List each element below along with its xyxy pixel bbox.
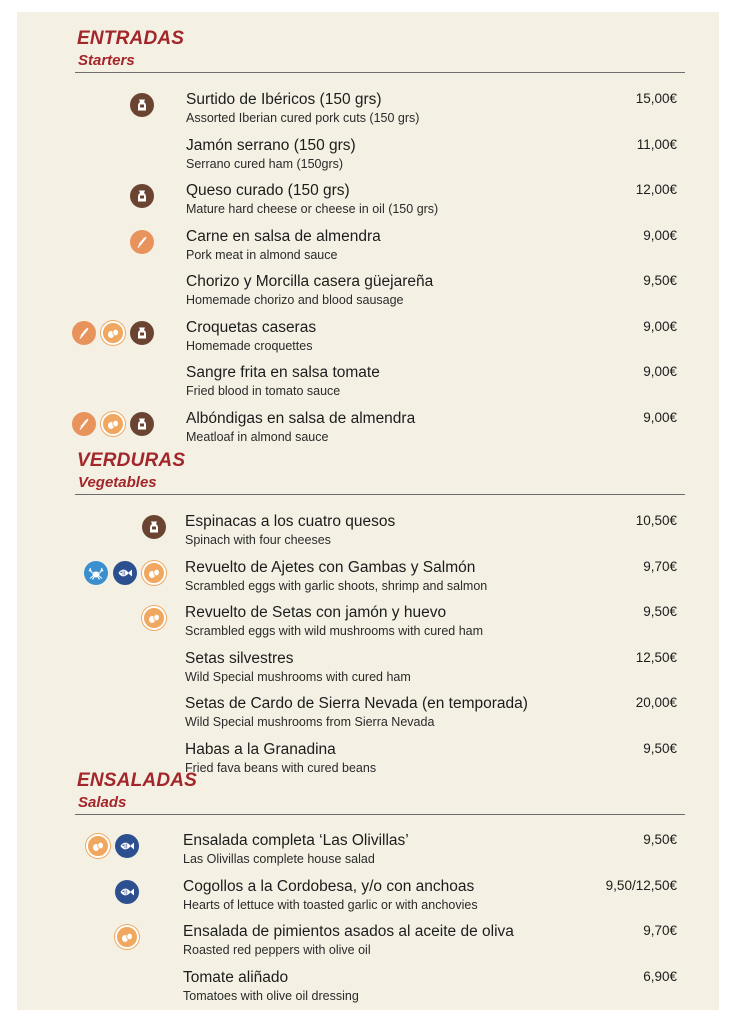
item-name: Tomate aliñado — [183, 968, 289, 986]
item-price: 12,50€ — [635, 649, 677, 665]
item-price: 9,70€ — [643, 923, 677, 938]
item-description: Meatloaf in almond sauce — [186, 429, 329, 444]
item-description: Hearts of lettuce with toasted garlic or with anchovies — [183, 897, 478, 912]
menu-item — [17, 604, 719, 646]
section-title: VERDURAS — [77, 450, 186, 471]
dairy-icon — [130, 412, 154, 436]
item-description: Scrambled eggs with garlic shoots, shrimp and salmon — [185, 578, 488, 593]
item-price: 9,50€ — [643, 832, 677, 847]
item-name: Albóndigas en salsa de almendra — [186, 409, 416, 427]
item-name: Setas silvestres — [185, 649, 294, 667]
item-price: 9,50€ — [643, 273, 677, 288]
item-description: Homemade chorizo and blood sausage — [186, 293, 404, 307]
item-price: 6,90€ — [643, 968, 677, 984]
egg-icon — [101, 412, 125, 436]
menu-item — [17, 410, 719, 452]
section-title: ENTRADAS — [77, 28, 185, 49]
item-description: Wild Special mushrooms from Sierra Nevada — [185, 715, 435, 729]
item-price: 9,00€ — [643, 364, 677, 379]
item-name: Setas de Cardo de Sierra Nevada (en temporada) — [185, 695, 528, 712]
menu-item — [17, 650, 719, 692]
menu-item — [17, 878, 719, 920]
item-name: Carne en salsa de almendra — [186, 227, 381, 245]
crustacean-icon — [84, 561, 108, 585]
item-description: Tomatoes with olive oil dressing — [183, 988, 359, 1003]
item-name: Jamón serrano (150 grs) — [186, 136, 356, 154]
section-subtitle: Starters — [78, 52, 135, 69]
item-name: Croquetas caseras — [186, 318, 317, 336]
item-price: 9,00€ — [643, 318, 677, 334]
item-price: 9,50/12,50€ — [605, 877, 677, 893]
allergen-icons — [130, 184, 154, 210]
item-description: Las Olivillas complete house salad — [183, 852, 375, 866]
item-price: 10,50€ — [635, 513, 677, 528]
dairy-icon — [142, 515, 166, 539]
item-name: Queso curado (150 grs) — [186, 182, 350, 199]
section-divider — [75, 72, 685, 73]
allergen-icons — [84, 561, 166, 587]
item-name: Cogollos a la Cordobesa, y/o con anchoas — [183, 877, 475, 895]
menu-item — [17, 364, 719, 406]
allergen-icons — [115, 925, 139, 951]
egg-icon — [142, 561, 166, 585]
dairy-icon — [130, 93, 154, 117]
gluten-icon — [72, 412, 96, 436]
menu-item — [17, 969, 719, 1011]
item-name: Surtido de Ibéricos (150 grs) — [186, 91, 382, 108]
item-description: Assorted Iberian cured pork cuts (150 grs) — [186, 111, 420, 125]
item-price: 9,50€ — [643, 740, 677, 756]
menu-item — [17, 559, 719, 601]
menu-item — [17, 91, 719, 133]
allergen-icons — [142, 515, 166, 541]
item-description: Fried fava beans with cured beans — [185, 760, 377, 775]
menu-item — [17, 832, 719, 874]
item-name: Habas a la Granadina — [185, 740, 336, 758]
menu-item — [17, 319, 719, 361]
gluten-icon — [72, 321, 96, 345]
item-name: Sangre frita en salsa tomate — [186, 364, 380, 381]
dairy-icon — [130, 321, 154, 345]
section-divider — [75, 494, 685, 495]
menu-item — [17, 513, 719, 555]
menu-item — [17, 273, 719, 315]
egg-icon — [86, 834, 110, 858]
fish-icon — [115, 880, 139, 904]
item-description: Roasted red peppers with olive oil — [183, 943, 371, 957]
item-name: Revuelto de Ajetes con Gambas y Salmón — [185, 558, 476, 576]
egg-icon — [115, 925, 139, 949]
item-price: 9,00€ — [643, 227, 677, 243]
gluten-icon — [130, 230, 154, 254]
section-subtitle: Salads — [78, 794, 127, 811]
allergen-icons — [72, 412, 154, 438]
egg-icon — [101, 321, 125, 345]
allergen-icons — [130, 230, 154, 256]
item-name: Ensalada de pimientos asados al aceite de oliva — [183, 923, 514, 940]
item-price: 9,50€ — [643, 604, 677, 619]
menu-item — [17, 228, 719, 270]
allergen-icons — [86, 834, 139, 860]
item-price: 20,00€ — [635, 695, 677, 710]
section-divider — [75, 814, 685, 815]
egg-icon — [142, 606, 166, 630]
fish-icon — [113, 561, 137, 585]
item-description: Homemade croquettes — [186, 338, 313, 353]
item-description: Serrano cured ham (150grs) — [186, 156, 344, 171]
menu-item — [17, 182, 719, 224]
item-price: 12,00€ — [635, 182, 677, 197]
allergen-icons — [72, 321, 154, 347]
fish-icon — [115, 834, 139, 858]
item-description: Mature hard cheese or cheese in oil (150 grs) — [186, 202, 439, 216]
menu-item — [17, 923, 719, 965]
item-description: Wild Special mushrooms with cured ham — [185, 669, 411, 684]
item-description: Fried blood in tomato sauce — [186, 384, 341, 398]
item-name: Revuelto de Setas con jamón y huevo — [185, 604, 447, 621]
section-subtitle: Vegetables — [78, 474, 157, 491]
item-name: Chorizo y Morcilla casera güejareña — [186, 273, 434, 290]
item-name: Espinacas a los cuatro quesos — [185, 513, 396, 530]
item-price: 9,70€ — [643, 558, 677, 574]
menu-item — [17, 695, 719, 737]
item-description: Scrambled eggs with wild mushrooms with cured ham — [185, 624, 484, 638]
allergen-icons — [115, 880, 139, 906]
allergen-icons — [130, 93, 154, 119]
menu-item — [17, 137, 719, 179]
item-description: Pork meat in almond sauce — [186, 247, 338, 262]
section-title: ENSALADAS — [77, 770, 198, 791]
menu-page — [17, 12, 719, 1010]
item-name: Ensalada completa ‘Las Olivillas’ — [183, 832, 409, 849]
dairy-icon — [130, 184, 154, 208]
item-description: Spinach with four cheeses — [185, 533, 331, 547]
item-price: 9,00€ — [643, 409, 677, 425]
allergen-icons — [142, 606, 166, 632]
item-price: 11,00€ — [636, 136, 677, 152]
item-price: 15,00€ — [635, 91, 677, 106]
